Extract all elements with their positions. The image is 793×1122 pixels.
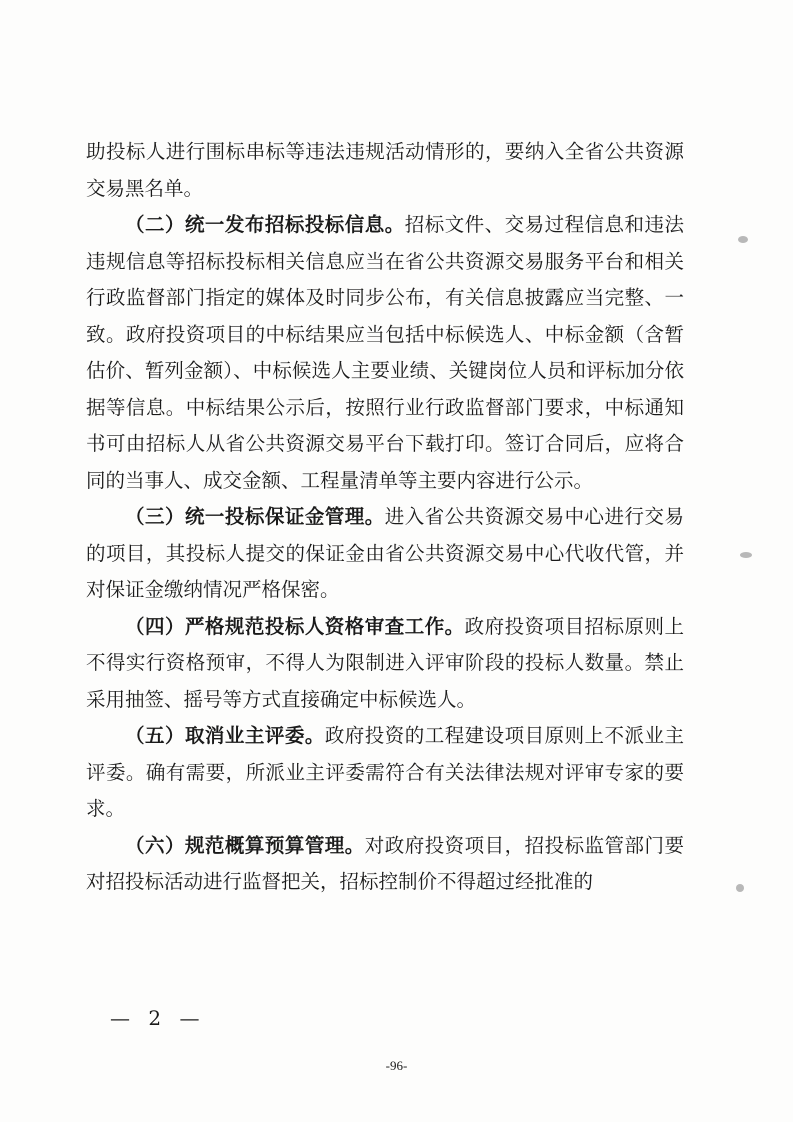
paragraph-4 [86, 609, 684, 719]
paragraph-text: 政府投资的工程建设项目原则上不派业主评委。确有需要，所派业主评委需符合有关法律法规对评审专家的要求。 [86, 724, 684, 820]
paragraph-text: 招标文件、交易过程信息和违法违规信息等招标投标相关信息应当在省公共资源交易服务平台和相关行政监督部门指定的媒体及时同步公布，有关信息披露应当完整、一致。政府投资项目的中标结果应当包括中标候选人、中标金额（含暂估价、暂列金额）、中标候选人主要业绩、关键岗位人员和评标加分依据等信息。中标结果公示后，按照行业行政监督部门要求，中标通知书可由招标人从省公共资源交易平台下载打印。签订合同后，应将合同的当事人、成交金额、工程量清单等主要内容进行公示。 [86, 213, 684, 492]
paragraph-text: 进入省公共资源交易中心进行交易的项目，其投标人提交的保证金由省公共资源交易中心代收代管，并对保证金缴纳情况严格保密。 [86, 505, 684, 601]
paragraph-text: 政府投资项目招标原则上不得实行资格预审，不得人为限制进入评审阶段的投标人数量。禁止采用抽签、摇号等方式直接确定中标候选人。 [86, 614, 684, 711]
paragraph-5 [86, 718, 684, 828]
paragraph-continued [86, 134, 684, 207]
paragraph-6 [86, 828, 684, 901]
paragraph-3 [86, 499, 684, 609]
paragraph-heading: （三）统一投标保证金管理。 [125, 505, 385, 528]
paragraph-heading: （五）取消业主评委。 [125, 724, 325, 747]
paragraph-2 [86, 207, 684, 499]
paragraph-text: 对政府投资项目，招投标监管部门要对招投标活动进行监督把关，招标控制价不得超过经批准的 [86, 833, 684, 893]
paragraph-heading: （四）严格规范投标人资格审查工作。 [125, 614, 465, 638]
scan-speck [738, 236, 748, 243]
folio-number: -96- [385, 1058, 408, 1073]
page-number: — 2 — [110, 1006, 206, 1030]
scan-speck [736, 884, 744, 892]
document-body [86, 134, 684, 901]
scan-speck [740, 552, 752, 558]
paragraph-heading: （六）规范概算预算管理。 [125, 833, 365, 857]
paragraph-heading: （二）统一发布招标投标信息。 [125, 213, 405, 236]
paragraph-text: 助投标人进行围标串标等违法违规活动情形的，要纳入全省公共资源交易黑名单。 [86, 140, 684, 200]
